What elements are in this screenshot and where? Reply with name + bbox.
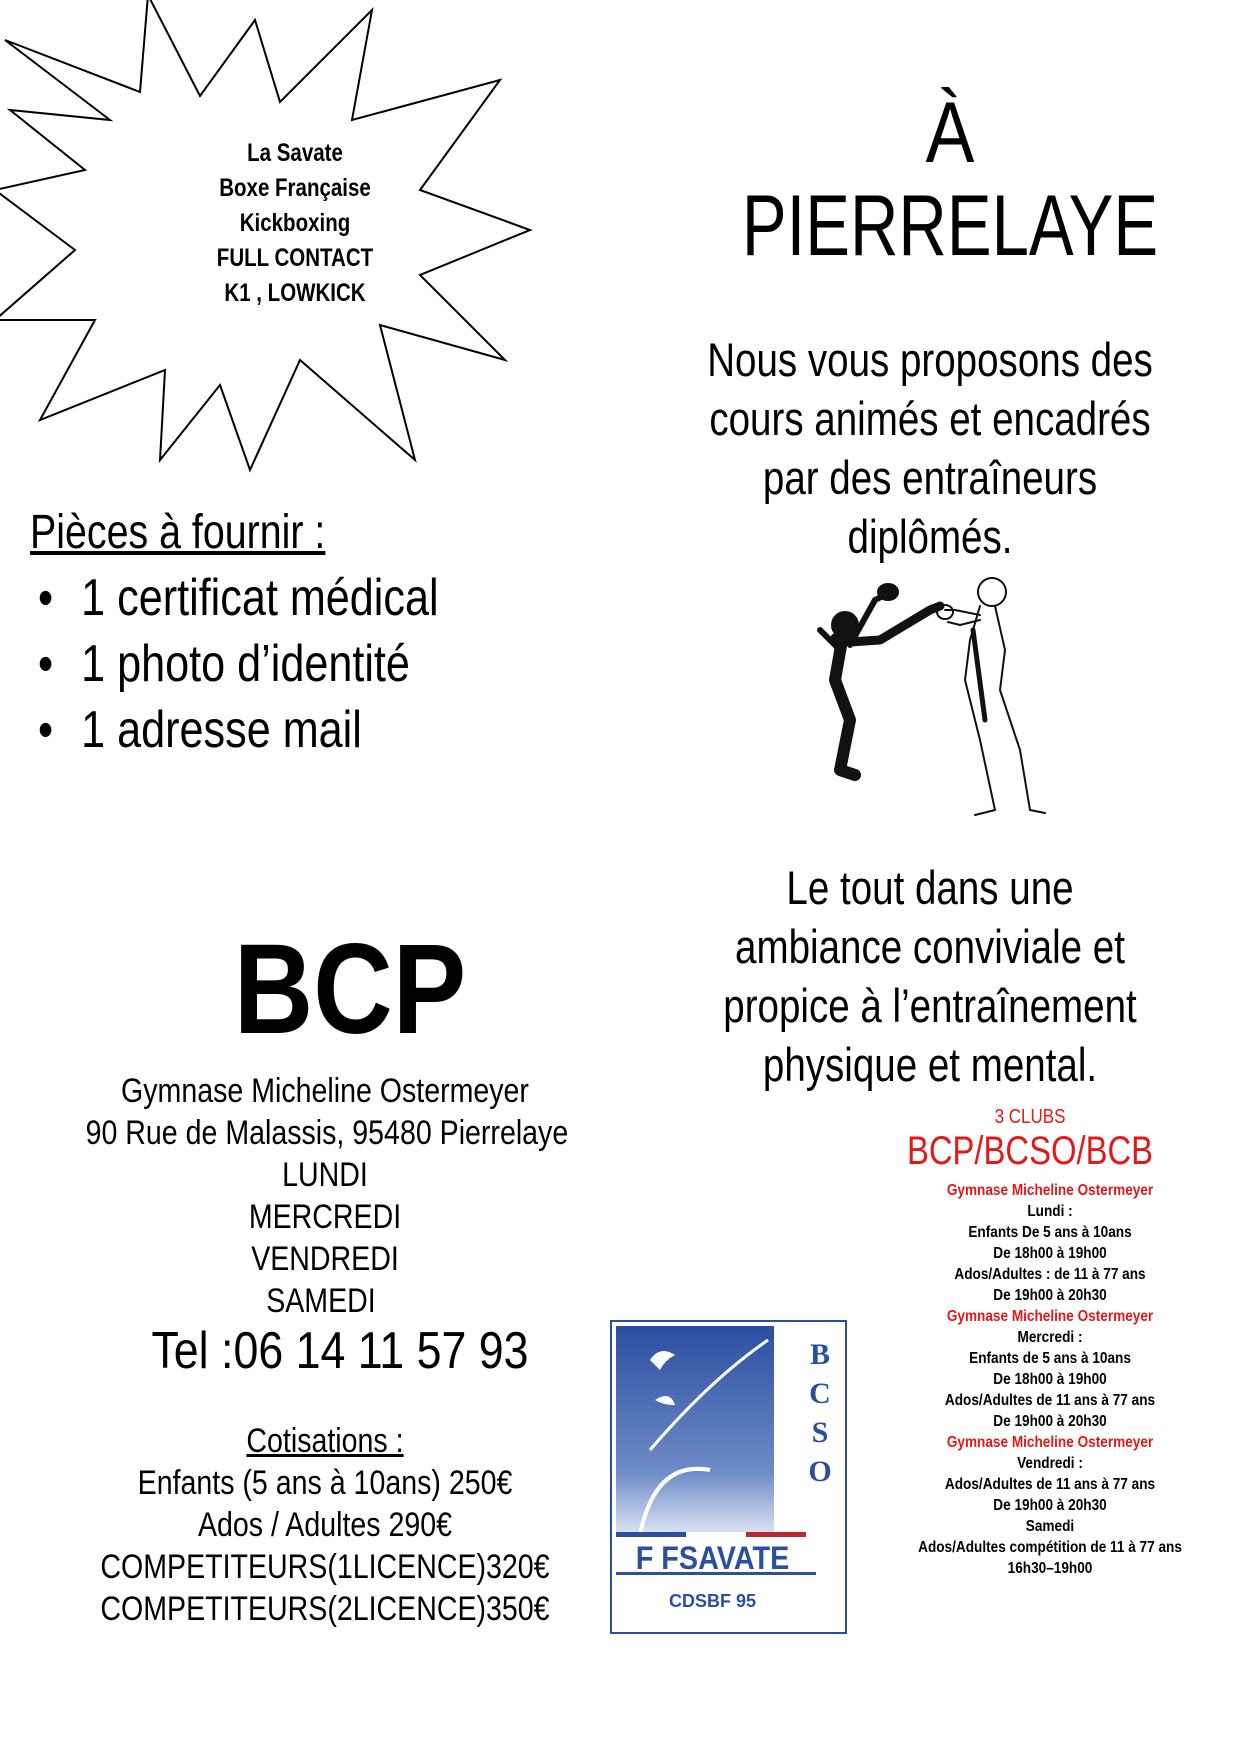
schedule-line: Lundi : — [1027, 1203, 1073, 1220]
heading-town: PIERRELAYE — [741, 178, 1159, 274]
heading-a: À — [925, 85, 975, 181]
phone-number: Tel :06 14 11 57 93 — [151, 1322, 529, 1380]
schedule — [906, 1180, 1195, 1579]
clubs-names: BCP/BCSO/BCB — [906, 1129, 1154, 1173]
logo-side-letters — [805, 1335, 835, 1491]
sport-line: FULL CONTACT — [216, 244, 374, 272]
clubs-count: 3 CLUBS — [994, 1106, 1066, 1128]
schedule-line: De 19h00 à 20h30 — [993, 1287, 1107, 1304]
day-item: VENDREDI — [251, 1240, 399, 1278]
intro-line: diplômés. — [847, 510, 1013, 563]
intro-text — [692, 330, 1168, 566]
logo-brand: F FSAVATE — [635, 1540, 790, 1576]
logo-letter: C — [809, 1377, 831, 1410]
club-address — [85, 1070, 569, 1154]
schedule-line: Gymnase Micheline Ostermeyer — [946, 1434, 1154, 1451]
sport-line: Boxe Française — [219, 174, 371, 202]
cotisation-line: COMPETITEURS(1LICENCE)320€ — [100, 1548, 550, 1586]
sports-list — [188, 136, 401, 311]
schedule-line: Ados/Adultes compétition de 11 à 77 ans — [918, 1539, 1182, 1556]
logo-letter: S — [811, 1416, 829, 1449]
logo-sub: CDSBF 95 — [668, 1591, 757, 1611]
outro-line: Le tout dans une — [786, 861, 1074, 914]
schedule-line: Gymnase Micheline Ostermeyer — [946, 1182, 1154, 1199]
sport-line: K1 , LOWKICK — [224, 279, 366, 307]
schedule-line: De 18h00 à 19h00 — [993, 1245, 1107, 1262]
logo-letter: B — [809, 1338, 830, 1371]
intro-line: Nous vous proposons des — [707, 333, 1153, 386]
schedule-line: De 18h00 à 19h00 — [993, 1371, 1107, 1388]
schedule-line: Samedi — [1025, 1518, 1075, 1535]
pieces-title: Pièces à fournir : — [30, 506, 326, 559]
cotisation-line: Ados / Adultes 290€ — [197, 1506, 453, 1544]
pieces-item: • 1 adresse mail — [38, 697, 439, 763]
cotisations-block — [86, 1420, 565, 1630]
kickboxers-illustration — [780, 570, 1080, 820]
pieces-item: • 1 certificat médical — [38, 565, 439, 631]
schedule-line: Vendredi : — [1017, 1455, 1083, 1472]
intro-line: par des entraîneurs — [762, 451, 1098, 504]
cotisations-title: Cotisations : — [246, 1422, 404, 1460]
sport-line: Kickboxing — [239, 209, 351, 237]
intro-line: cours animés et encadrés — [709, 392, 1151, 445]
schedule-line: Enfants De 5 ans à 10ans — [968, 1224, 1132, 1241]
schedule-line: Enfants de 5 ans à 10ans — [969, 1350, 1131, 1367]
day-item: SAMEDI — [266, 1282, 376, 1320]
outro-line: propice à l’entraînement — [723, 979, 1137, 1032]
schedule-line: Ados/Adultes : de 11 à 77 ans — [954, 1266, 1146, 1283]
day-item: MERCREDI — [248, 1198, 402, 1236]
street-address: 90 Rue de Malassis, 95480 Pierrelaye — [85, 1114, 569, 1152]
schedule-line: Gymnase Micheline Ostermeyer — [946, 1308, 1154, 1325]
schedule-line: 16h30–19h00 — [1007, 1560, 1093, 1577]
sport-line: La Savate — [247, 139, 343, 167]
pieces-list — [38, 565, 439, 763]
cotisation-line: COMPETITEURS(2LICENCE)350€ — [100, 1590, 550, 1628]
club-name: BCP — [233, 918, 467, 1061]
logo-letter: O — [808, 1455, 832, 1488]
schedule-line: Mercredi : — [1017, 1329, 1083, 1346]
outro-line: ambiance conviviale et — [735, 920, 1125, 973]
pieces-item: • 1 photo d’identité — [38, 631, 439, 697]
training-days — [220, 1154, 430, 1322]
schedule-line: De 19h00 à 20h30 — [993, 1413, 1107, 1430]
schedule-line: Ados/Adultes de 11 ans à 77 ans — [944, 1476, 1156, 1493]
cotisation-line: Enfants (5 ans à 10ans) 250€ — [137, 1464, 513, 1502]
schedule-line: Ados/Adultes de 11 ans à 77 ans — [944, 1392, 1156, 1409]
schedule-line: De 19h00 à 20h30 — [993, 1497, 1107, 1514]
outro-text — [700, 858, 1159, 1094]
outro-line: physique et mental. — [762, 1038, 1098, 1091]
day-item: LUNDI — [282, 1156, 368, 1194]
gym-name: Gymnase Micheline Ostermeyer — [121, 1072, 529, 1110]
